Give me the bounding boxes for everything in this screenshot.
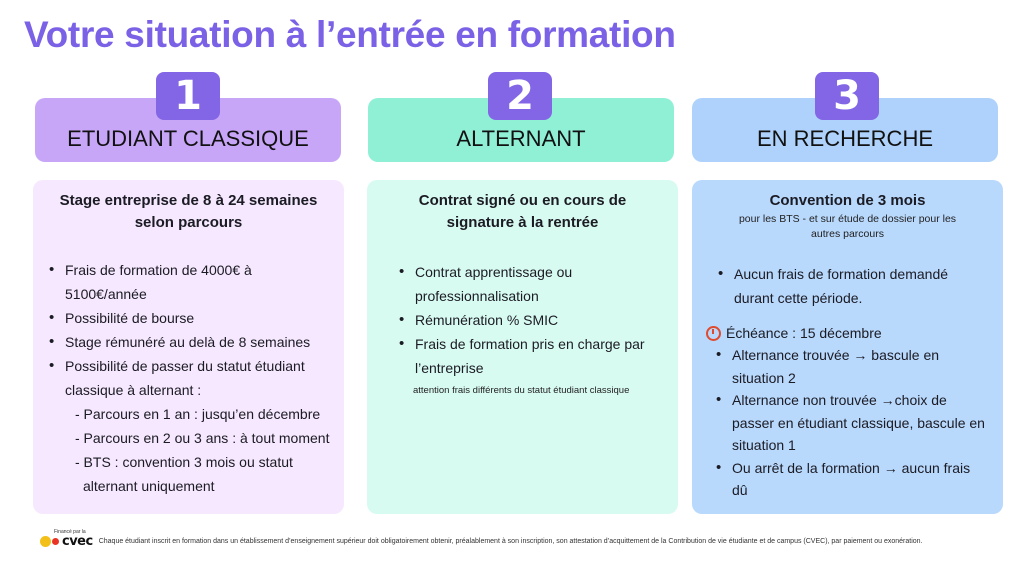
logo-caption: Financé par la	[54, 528, 86, 535]
card-title: Stage entreprise de 8 à 24 semaines selon parcours	[59, 192, 318, 231]
bullet-list	[47, 258, 330, 402]
card-en-recherche	[692, 180, 1003, 514]
card-etudiant-classique	[33, 180, 344, 514]
bullet-list	[706, 344, 989, 502]
cvec-logo	[40, 528, 93, 549]
yellow-dot-icon	[40, 536, 51, 547]
list-item: • Ou arrêt de la formation → aucun frais dû	[714, 457, 989, 502]
number-badge-1: 1	[156, 72, 220, 120]
page-title: Votre situation à l’entrée en formation	[24, 14, 676, 55]
card-title: Convention de 3 mois	[769, 192, 926, 209]
list-item: • Aucun frais de formation demandé durant cette période.	[716, 262, 989, 310]
note-text: attention frais différents du statut étudiant classique	[413, 385, 630, 396]
number-badge-3: 3	[815, 72, 879, 120]
bullet-list	[706, 262, 989, 310]
footer	[40, 530, 1015, 552]
sub-line: alternant uniquement	[83, 478, 215, 494]
list-item: • Stage rémunéré au delà de 8 semaines	[47, 330, 330, 354]
header-label: ETUDIANT CLASSIQUE	[67, 126, 309, 151]
list-item: • Alternance non trouvée →choix de passer en étudiant classique, bascule en situation 1	[714, 389, 989, 457]
list-item: • Frais de formation pris en charge par l’entreprise	[397, 332, 664, 380]
list-item: • Possibilité de bourse	[47, 306, 330, 330]
sub-line: - Parcours en 2 ou 3 ans : à tout moment	[75, 430, 330, 446]
number-badge-2: 2	[488, 72, 552, 120]
list-item: • Frais de formation de 4000€ à 5100€/année	[47, 258, 330, 306]
card-alternant	[367, 180, 678, 514]
card-subtitle: pour les BTS - et sur étude de dossier pour les autres parcours	[738, 213, 957, 240]
list-item: • Contrat apprentissage ou professionnalisation	[397, 260, 664, 308]
logo-text: cvec	[62, 533, 93, 549]
list-item: • Rémunération % SMIC	[397, 308, 664, 332]
header-label: ALTERNANT	[456, 126, 586, 151]
card-title: Contrat signé ou en cours de signature à la rentrée	[418, 192, 627, 231]
footnote: Chaque étudiant inscrit en formation dans un établissement d’enseignement supérieur doit obligatoirement obtenir, préalablement à son inscription, son attestation d’acquittement de la Contribution de vie étudiante et de campus (CVEC), par paiement ou exonération.	[98, 537, 923, 545]
header-label: EN RECHERCHE	[756, 126, 934, 151]
sub-line: - BTS : convention 3 mois ou statut	[75, 454, 293, 470]
list-item: • Possibilité de passer du statut étudiant classique à alternant :	[47, 354, 330, 402]
alarm-clock-icon	[706, 326, 721, 341]
bullet-list	[381, 260, 664, 380]
sub-line: - Parcours en 1 an : jusqu’en décembre	[75, 406, 321, 422]
list-item: • Alternance trouvée → bascule en situation 2	[714, 344, 989, 389]
red-dot-icon	[52, 538, 59, 545]
deadline	[706, 322, 989, 344]
deadline-text: Échéance : 15 décembre	[726, 325, 882, 341]
